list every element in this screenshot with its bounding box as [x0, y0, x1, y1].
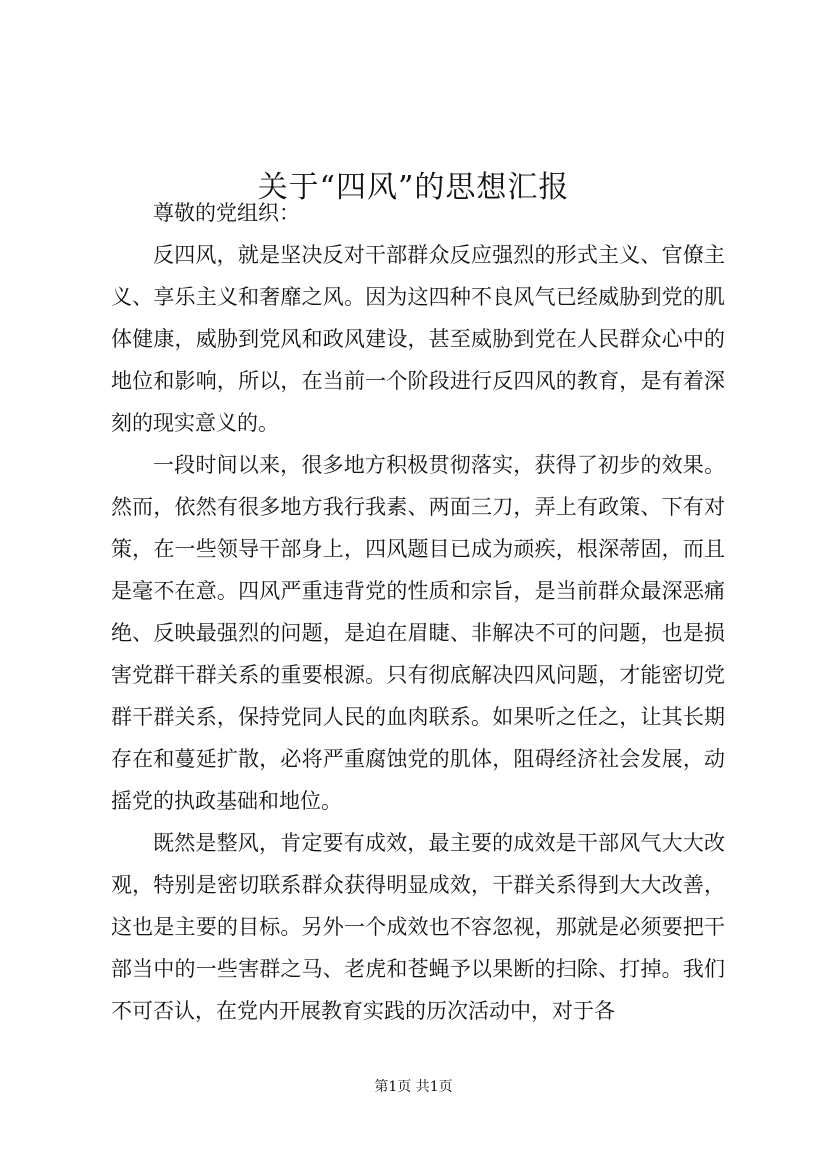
document-body [111, 192, 725, 1032]
paragraph-3: 既然是整风，肯定要有成效，最主要的成效是干部风气大大改观，特别是密切联系群众获得明显成效，干群关系得到大大改善，这也是主要的目标。另外一个成效也不容忽视，那就是必须要把干部当中的一些害群之马、老虎和苍蝇予以果断的扫除、打掉。我们不可否认，在党内开展教育实践的历次活动中，对于各 [111, 831, 725, 1023]
page-number-footer: 第1页 共1页 [374, 1079, 453, 1095]
document-title: 关于“四风”的思想汇报 [257, 170, 570, 206]
salutation: 尊敬的党组织： [153, 201, 300, 225]
paragraph-1: 反四风，就是坚决反对干部群众反应强烈的形式主义、官僚主义、享乐主义和奢靡之风。因为这四种不良风气已经威胁到党的肌体健康，威胁到党风和政风建设，甚至威胁到党在人民群众心中的地位和影响，所以，在当前一个阶段进行反四风的教育，是有着深刻的现实意义的。 [111, 243, 725, 435]
paragraph-2: 一段时间以来，很多地方积极贯彻落实，获得了初步的效果。然而，依然有很多地方我行我素、两面三刀，弄上有政策、下有对策，在一些领导干部身上，四风题目已成为顽疾，根深蒂固，而且是毫不在意。四风严重违背党的性质和宗旨，是当前群众最深恶痛绝、反映最强烈的问题，是迫在眉睫、非解决不可的问题，也是损害党群干群关系的重要根源。只有彻底解决四风问题，才能密切党群干群关系，保持党同人民的血肉联系。如果听之任之，让其长期存在和蔓延扩散，必将严重腐蚀党的肌体，阻碍经济社会发展，动摇党的执政基础和地位。 [111, 453, 725, 813]
